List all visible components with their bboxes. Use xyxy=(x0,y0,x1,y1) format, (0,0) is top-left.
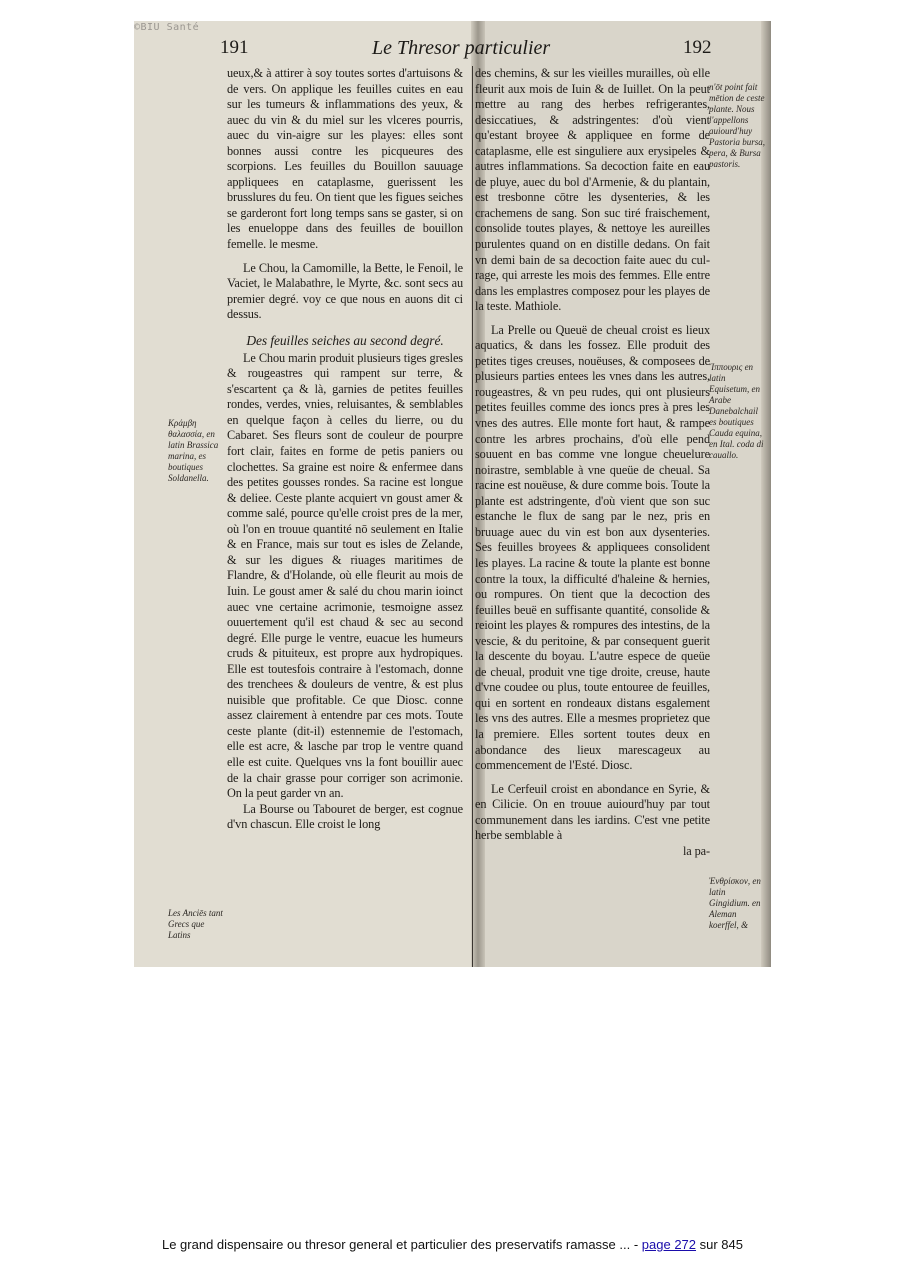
margin-note: Ἐνθρίσκον, en latin Gingidium. en Aleman koerffel, & xyxy=(709,876,761,930)
paragraph: Le Chou marin produit plusieurs tiges gresles & rougeastres qui rampent sur terre, & s'escartent ça & là, garnies de petites feuilles rondes, verdes, vnies, reluisantes, & semblables en quelque façon à celles du lierre, ou du Cabaret. Ses fleurs sont de couleur de pourpre fort clair, faites en forme de petis paniers ou clochettes. Sa graine est noire & enfermee dans des petites gousses rondes. Sa racine est longue & deliee. Ceste plante acquiert vn goust amer & comme salé, pource qu'elle croist pres de la mer, où l'on en trouue quantité nō seulement en Italie & en France, mais sur tout es isles de Zelande, & sur les digues & riuages maritimes de Flandre, & d'Holande, où elle fleurit au mois de Iuin. Le goust amer & salé du chou marin ioinct auec vne certaine acrimonie, tesmoigne assez ouuertement qu'il est chaud & sec au second degré. Elle purge le ventre, euacue les humeurs cruds & pituiteux, est propre aux hydropiques. Elle est toutesfois contraire à l'estomach, donne des trenchees & douleurs de ventre, & est plus nuisible que profitable. Ce que Diosc. conne assez clairement à entendre par ces mots. Toute ceste plante (dit-il) estennemie de l'estomach, elle est acre, & lasche par trop le ventre quand elle est cuite. Quelques vns la font bouillir auec de la chair grasse pour corriger son acrimonie. On la peut garder vn an. xyxy=(227,350,463,801)
page-number-left: 191 xyxy=(220,37,249,58)
column-rule xyxy=(472,66,473,967)
page-link[interactable]: page 272 xyxy=(641,1237,697,1252)
section-heading: Des feuilles seiches au second degré. xyxy=(246,332,444,348)
left-text-column xyxy=(227,66,463,833)
paragraph: La Prelle ou Queuë de cheual croist es lieux aquatics, & dans les fossez. Elle produit des petites tiges creuses, nouëuses, & composees de plusieurs parties entees les vnes dans les autres, rougeastres, & vn peu rudes, qui ont plusieurs petites feuilles comme des ioncs pres à pres les vnes des autres. Elle monte fort haut, & rampe contre les arbres prochains, d'où elle pend souuent en bas comme vne longue cheuelure noirastre, semblable à vne queüe de cheual. Sa racine est nouëuse, & dure comme bois. Toute la plante est adstringente, d'où vient que son suc estanche le flux de sang par le nez, pris en bruuage auec du vin est bon aux dysenteries. Ses feuilles broyees & appliquees consolident les playes. La racine & toute la plante est bonne contre la toux, la difficulté d'haleine & hernies, ou rompures. On tient que la decoction des feuilles beuë en suffisante quantité, consolide & reioint les playes & rompures des intestins, de la vescie, & du peritoine, & par consequent guerit la descente du boyau. L'autre espece de queüe de cheual, produit vne tige droite, creuse, haute d'vne coudee ou plus, toute entouree de feuilles, qui en sortent en rondeaux distans esgalement les vns des autres. Elle a mesmes proprietez que la premiere. Elles sortent toutes deux en abondance des lieux marescageux au commencement de l'Esté. Diosc. xyxy=(475,322,710,773)
margin-note: Les Anciēs tant Grecs que Latins xyxy=(168,908,223,940)
page-number-right: 192 xyxy=(683,37,712,58)
running-title: Le Thresor particulier xyxy=(372,37,551,59)
paragraph: Le Chou, la Camomille, la Bette, le Fenoil, le Vaciet, le Malabathre, le Myrte, &c. sont secs au premier degré. voy ce que nous en auons dit ci dessus. xyxy=(227,260,463,322)
margin-note: n'ōt point fait mētion de ceste plante. Nous l'appellons auiourd'huy Pastoria bursa, pera, & Bursa pastoris. xyxy=(709,82,766,169)
paragraph: Le Cerfeuil croist en abondance en Syrie, & en Cilicie. On en trouue auiourd'huy par tout communement dans les iardins. C'est vne petite herbe semblable à xyxy=(475,781,710,843)
catchword: la pa- xyxy=(682,843,710,858)
page-footer xyxy=(0,1237,905,1252)
margin-note: Ἵππουρις en latin Equisetum, en Arabe Danebalchail es boutiques Cauda equina, en Ital. coda di cauallo. xyxy=(709,362,764,460)
footer-text: Le grand dispensaire ou thresor general et particulier des preservatifs ramasse ... - xyxy=(161,1237,642,1252)
right-text-column xyxy=(475,66,710,859)
watermark: ©BIU Santé xyxy=(134,22,200,33)
paragraph: des chemins, & sur les vieilles murailles, où elle fleurit aux mois de Iuin & de Iuillet. On la peut mettre au rang des herbes refrigerantes, desiccatiues, & adstringentes: d'où vient qu'estant broyee & appliquee en forme de cataplasme, elle est singuliere aux erysipeles & autres inflammations. Sa decoction faite en eau de pluye, auec du bol d'Armenie, & du plantain, est tresbonne cōtre les dysenteries, & les crachemens de sang. Son suc tiré fraischement, consolide toutes playes, & nettoye les aureilles purulentes quand on en distille dedans. On fait vn demi bain de sa decoction faite auec du cul-rage, qui arreste les mois des femmes. Elle entre dans les emplastres composez pour les playes de la teste. Mathiole. xyxy=(475,66,710,314)
paragraph: La Bourse ou Tabouret de berger, est cognue d'vn chascun. Elle croist le long xyxy=(227,801,463,832)
paragraph: ueux,& à attirer à soy toutes sortes d'artuisons & de vers. On applique les feuilles cuites en eau sur les tumeurs & inflammations des yeux, & auec du vin & du miel sur les vlceres pourris, auec du vin-aigre sur les playes: elles sont bonnes aussi contre les picqueures des scorpions. Les feuilles du Bouillon sauuage appliquees en cataplasme, guerissent les brusslures du feu. On tient que les figues seiches se garderont fort long temps sans se gaster, si on les enueloppe dans des feuilles de bouillon femelle. le mesme. xyxy=(227,66,463,252)
margin-note: Κράμβη θαλασσία, en latin Brassica marina, es boutiques Soldanella. xyxy=(168,418,219,483)
footer-total: sur 845 xyxy=(696,1237,743,1252)
